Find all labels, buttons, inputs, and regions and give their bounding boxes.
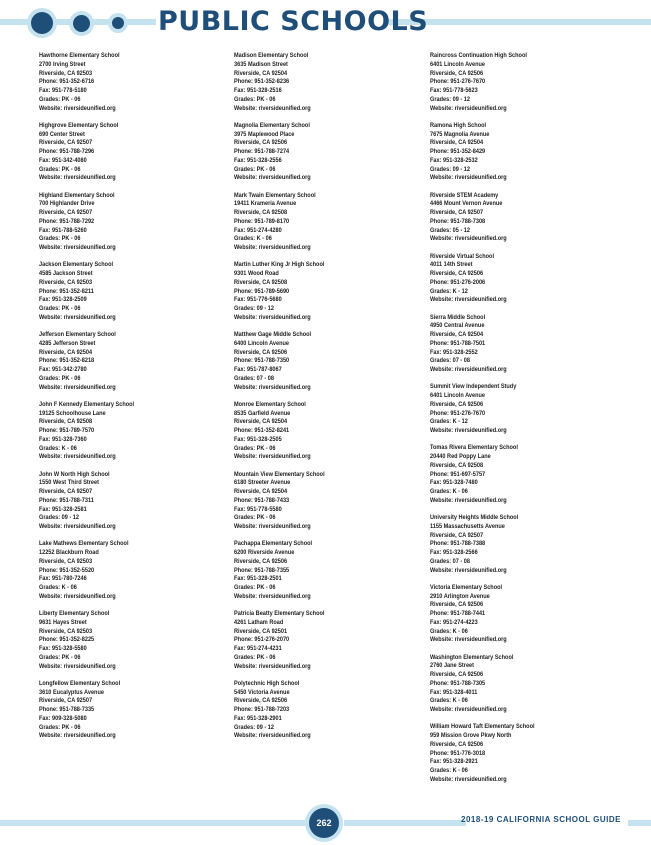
school-address: 9631 Hayes Street [39,618,87,626]
school-grades: Grades: PK - 06 [234,584,276,591]
school-grades: Grades: K - 12 [430,287,468,295]
school-entry [430,723,582,784]
school-name: Liberty Elementary School [39,610,110,617]
school-city: Riverside, CA 92506 [234,139,288,147]
school-phone: Phone: 951-276-2070 [234,636,290,644]
page-number: 262 [309,808,339,838]
school-name: Riverside STEM Academy [430,191,499,199]
school-address: 2910 Arlington Avenue [430,592,490,600]
school-phone: Phone: 951-352-8211 [39,287,94,295]
school-phone: Phone: 951-788-7296 [39,148,95,155]
school-city: Riverside, CA 92507 [430,531,484,539]
school-city: Riverside, CA 92508 [234,278,288,286]
school-fax: Fax: 951-787-8067 [234,366,282,373]
school-city: Riverside, CA 92506 [430,69,484,77]
school-column-3 [430,52,615,793]
school-phone: Phone: 951-352-8236 [234,78,290,86]
school-city: Riverside, CA 92506 [234,697,288,705]
school-name: Ramona High School [430,121,487,129]
school-city: Riverside, CA 92506 [234,348,288,356]
school-website[interactable]: Website: riversideunified.org [430,174,507,182]
school-city: Riverside, CA 92504 [430,331,484,338]
school-address: 7675 Magnolia Avenue [430,130,490,138]
school-name: Polytechnic High School [234,679,300,687]
school-grades: Grades: PK - 06 [39,305,81,312]
school-phone: Phone: 951-352-8218 [39,357,95,365]
school-name: Sierra Middle School [430,313,486,321]
footer-rule-right [628,820,651,826]
school-city: Riverside, CA 92504 [39,348,93,356]
school-phone: Phone: 951-788-7388 [430,540,486,548]
school-entry [39,540,191,601]
school-entry [430,52,582,113]
school-grades: Grades: K - 06 [430,767,468,774]
school-address: 19411 Krameria Avenue [234,200,297,208]
school-phone: Phone: 951-276-7670 [430,78,486,86]
school-address: 700 Highlander Drive [39,200,95,208]
school-phone: Phone: 951-788-7292 [39,217,95,225]
school-entry [234,401,386,462]
school-fax: Fax: 951-274-4223 [430,618,478,626]
school-grades: Grades: PK - 06 [234,95,276,103]
school-grades: Grades: K - 06 [430,697,468,705]
school-fax: Fax: 951-328-2921 [430,758,478,766]
header-dot-large [31,12,53,34]
school-website[interactable]: Website: riversideunified.org [430,775,507,783]
school-entry [39,122,191,183]
school-website[interactable]: Website: riversideunified.org [430,496,507,504]
school-phone: Phone: 951-789-7570 [39,427,95,434]
school-grades: Grades: 07 - 08 [430,557,470,565]
school-city: Riverside, CA 92504 [234,418,288,426]
school-name: Longfellow Elementary School [39,679,121,687]
page-title: PUBLIC SCHOOLS [158,6,429,37]
school-city: Riverside, CA 92507 [39,209,93,216]
school-name: Tomas Rivera Elementary School [430,444,518,452]
school-name: Raincross Continuation High School [430,52,527,59]
school-fax: Fax: 951-328-2566 [430,549,478,556]
school-fax: Fax: 909-328-5080 [39,714,87,722]
school-phone: Phone: 951-352-8429 [430,148,486,155]
school-city: Riverside, CA 92507 [430,209,484,216]
school-website[interactable]: Website: riversideunified.org [234,244,311,251]
school-city: Riverside, CA 92506 [430,601,484,609]
school-address: 3975 Maplewood Place [234,130,295,138]
school-entry [39,331,191,392]
school-grades: Grades: 09 - 12 [430,165,470,173]
school-fax: Fax: 951-328-2505 [234,435,282,443]
school-name: Monroe Elementary School [234,400,306,408]
school-fax: Fax: 951-274-4280 [234,226,282,234]
footer-rule-left [0,820,306,826]
school-address: 690 Center Street [39,130,85,138]
school-name: Washington Elementary School [430,653,514,661]
school-phone: Phone: 951-788-7305 [430,679,486,687]
school-fax: Fax: 951-778-5623 [430,87,478,94]
school-phone: Phone: 951-788-7274 [234,148,290,155]
school-website[interactable]: Website: riversideunified.org [39,313,116,321]
school-phone: Phone: 951-788-7311 [39,496,94,504]
school-city: Riverside, CA 92507 [39,697,93,705]
school-grades: Grades: PK - 06 [234,653,276,661]
school-address: 6200 Riverside Avenue [234,549,295,556]
school-grades: Grades: 09 - 12 [234,305,274,312]
school-grades: Grades: K - 06 [39,444,77,452]
school-phone: Phone: 951-788-7501 [430,339,486,347]
school-fax: Fax: 951-780-7246 [39,575,87,583]
school-entry [39,401,191,462]
school-name: John W North High School [39,470,110,478]
school-name: Mountain View Elementary School [234,470,325,478]
school-name: Martin Luther King Jr High School [234,261,325,269]
school-grades: Grades: PK - 06 [39,653,81,661]
school-address: 6180 Streeter Avenue [234,479,291,487]
school-name: Magnolia Elementary School [234,121,310,129]
school-phone: Phone: 951-276-2006 [430,278,486,286]
school-phone: Phone: 951-788-7350 [234,357,290,365]
school-grades: Grades: PK - 06 [39,165,81,173]
school-fax: Fax: 951-342-2780 [39,366,87,373]
school-entry [234,610,386,671]
school-website[interactable]: Website: riversideunified.org [234,313,311,321]
school-city: Riverside, CA 92506 [234,557,288,565]
school-address: 4011 14th Street [430,261,473,269]
school-city: Riverside, CA 92506 [430,270,484,277]
school-phone: Phone: 951-352-5520 [39,566,95,574]
school-website[interactable]: Website: riversideunified.org [430,366,507,373]
school-name: John F Kennedy Elementary School [39,400,135,408]
header-dot-medium [73,15,90,32]
school-fax: Fax: 951-328-7480 [430,479,478,487]
school-entry [234,471,386,532]
school-fax: Fax: 951-328-2501 [234,575,282,583]
school-website[interactable]: Website: riversideunified.org [234,592,311,600]
school-address: 5450 Victoria Avenue [234,688,290,696]
school-entry [39,471,191,532]
school-name: Hawthorne Elementary School [39,52,120,59]
school-website[interactable]: Website: riversideunified.org [234,662,311,670]
school-fax: Fax: 951-328-2901 [234,714,282,722]
school-entry [430,584,582,645]
school-website[interactable]: Website: riversideunified.org [430,566,507,574]
school-entry [234,540,386,601]
school-name: University Heights Middle School [430,514,519,521]
school-fax: Fax: 951-328-7360 [39,435,87,443]
school-fax: Fax: 951-788-5260 [39,226,87,234]
school-entry [430,514,582,575]
school-name: William Howard Taft Elementary School [430,723,535,731]
school-address: 8535 Garfield Avenue [234,409,291,417]
footer-rule-mid [344,820,466,826]
school-city: Riverside, CA 92504 [430,139,484,147]
school-phone: Phone: 951-788-7441 [430,610,486,617]
school-grades: Grades: 07 - 08 [234,374,274,382]
school-address: 6401 Lincoln Avenue [430,60,486,68]
school-website[interactable]: Website: riversideunified.org [430,235,507,243]
school-entry [234,52,386,113]
school-fax: Fax: 951-274-4231 [234,645,282,652]
school-address: 3610 Eucalyptus Avenue [39,688,104,696]
school-phone: Phone: 951-789-8170 [234,217,290,225]
school-grades: Grades: K - 12 [430,418,468,426]
school-website[interactable]: Website: riversideunified.org [39,383,116,391]
school-name: Highland Elementary School [39,191,115,199]
school-fax: Fax: 951-328-2516 [234,87,282,94]
school-grades: Grades: 05 - 12 [430,226,470,234]
school-address: 3635 Madison Street [234,60,288,68]
school-address: 6400 Lincoln Avenue [234,339,290,347]
school-entry [234,680,386,741]
school-city: Riverside, CA 92506 [430,400,484,408]
school-fax: Fax: 951-328-4011 [430,688,478,696]
school-entry [39,261,191,322]
school-website[interactable]: Website: riversideunified.org [234,174,311,182]
school-entry [39,192,191,253]
school-city: Riverside, CA 92506 [430,740,484,748]
school-name: Madison Elementary School [234,52,309,59]
school-grades: Grades: 09 - 12 [234,723,274,731]
school-entry [234,122,386,183]
school-city: Riverside, CA 92504 [234,488,288,495]
school-website[interactable]: Website: riversideunified.org [39,174,116,182]
school-entry [430,444,582,505]
school-address: 2760 Jane Street [430,662,474,670]
school-address: 19125 Schoolhouse Lane [39,409,106,417]
school-fax: Fax: 951-776-5680 [234,296,282,304]
school-address: 2700 Irving Street [39,60,86,68]
school-name: Summit View Independent Study [430,383,517,391]
school-city: Riverside, CA 92503 [39,69,93,77]
school-website[interactable]: Website: riversideunified.org [39,104,116,112]
school-address: 4466 Mount Vernon Avenue [430,200,503,208]
school-website[interactable]: Website: riversideunified.org [39,732,116,740]
school-grades: Grades: K - 06 [430,488,468,495]
school-name: Jefferson Elementary School [39,331,116,338]
school-website[interactable]: Website: riversideunified.org [39,523,116,530]
school-grades: Grades: K - 06 [39,584,77,591]
school-address: 12252 Blackburn Road [39,549,99,556]
school-phone: Phone: 951-789-5690 [234,287,290,295]
school-city: Riverside, CA 92503 [39,557,93,565]
school-name: Lake Mathews Elementary School [39,540,129,548]
school-column-1 [39,52,224,750]
school-phone: Phone: 951-788-7433 [234,496,290,504]
school-city: Riverside, CA 92501 [234,627,288,635]
school-entry [39,680,191,741]
school-address: 4285 Jefferson Street [39,339,96,347]
school-entry [430,383,582,436]
school-name: Victoria Elementary School [430,583,503,591]
school-grades: Grades: K - 06 [430,627,468,635]
school-grades: Grades: PK - 06 [234,165,276,173]
school-entry [234,192,386,253]
school-address: 4585 Jackson Street [39,270,93,277]
school-phone: Phone: 951-788-7355 [234,566,290,574]
school-phone: Phone: 951-352-6716 [39,78,95,86]
guide-title: 2018-19 CALIFORNIA SCHOOL GUIDE [461,815,621,824]
school-grades: Grades: PK - 06 [234,514,276,522]
school-column-2 [234,52,419,750]
school-website[interactable]: Website: riversideunified.org [234,383,311,391]
school-fax: Fax: 951-328-5580 [39,645,87,652]
school-phone: Phone: 951-697-5757 [430,470,486,478]
school-website[interactable]: Website: riversideunified.org [39,244,116,251]
school-grades: Grades: PK - 06 [39,374,81,382]
school-address: 20440 Red Poppy Lane [430,453,491,460]
school-city: Riverside, CA 92503 [39,627,93,635]
school-phone: Phone: 951-788-7335 [39,706,95,713]
school-fax: Fax: 951-328-2552 [430,348,478,356]
school-grades: Grades: 09 - 12 [430,95,470,103]
school-phone: Phone: 951-788-7308 [430,217,486,225]
school-entry [234,331,386,392]
school-city: Riverside, CA 92507 [39,488,93,495]
school-address: 6401 Lincoln Avenue [430,392,486,399]
school-city: Riverside, CA 92507 [39,139,93,147]
school-phone: Phone: 951-788-7203 [234,706,290,713]
school-entry [430,192,582,245]
school-grades: Grades: K - 06 [234,235,272,243]
school-name: Jackson Elementary School [39,261,114,269]
school-name: Patricia Beatty Elementary School [234,610,325,617]
school-address: 4261 Latham Road [234,618,284,626]
school-entry [430,122,582,183]
school-entry [430,253,582,306]
school-name: Mark Twain Elementary School [234,191,316,199]
school-address: 959 Mission Grove Pkwy North [430,732,512,739]
school-city: Riverside, CA 92506 [430,671,484,678]
school-fax: Fax: 951-328-2532 [430,156,478,164]
school-fax: Fax: 951-342-4080 [39,156,87,164]
school-city: Riverside, CA 92508 [39,418,93,426]
school-website[interactable]: Website: riversideunified.org [39,592,116,600]
school-grades: Grades: PK - 06 [234,444,276,452]
school-phone: Phone: 951-352-8225 [39,636,95,644]
school-name: Matthew Gage Middle School [234,331,312,338]
school-address: 1155 Massachusetts Avenue [430,522,505,530]
school-website[interactable]: Website: riversideunified.org [39,453,116,461]
school-phone: Phone: 951-276-7670 [430,409,486,417]
school-grades: Grades: PK - 06 [39,723,81,731]
school-fax: Fax: 951-778-5580 [234,505,282,513]
school-name: Highgrove Elementary School [39,121,119,129]
school-website[interactable]: Website: riversideunified.org [234,453,311,461]
school-city: Riverside, CA 92504 [234,69,288,77]
school-phone: Phone: 951-776-3018 [430,749,486,757]
school-website[interactable]: Website: riversideunified.org [430,296,507,304]
school-city: Riverside, CA 92503 [39,278,93,286]
school-website[interactable]: Website: riversideunified.org [39,662,116,670]
school-website[interactable]: Website: riversideunified.org [234,732,311,740]
school-website[interactable]: Website: riversideunified.org [430,104,507,112]
school-website[interactable]: Website: riversideunified.org [234,523,311,530]
school-entry [234,261,386,322]
school-website[interactable]: Website: riversideunified.org [430,427,507,434]
school-city: Riverside, CA 92508 [234,209,288,216]
school-entry [430,314,582,375]
school-address: 1550 West Third Street [39,479,99,487]
school-name: Riverside Virtual School [430,252,495,260]
school-grades: Grades: 07 - 08 [430,357,470,365]
header-dot-small [112,17,124,29]
school-website[interactable]: Website: riversideunified.org [430,706,507,713]
school-website[interactable]: Website: riversideunified.org [430,636,507,644]
school-website[interactable]: Website: riversideunified.org [234,104,311,112]
school-grades: Grades: PK - 06 [39,235,81,243]
school-entry [39,610,191,671]
school-fax: Fax: 951-328-2581 [39,505,87,513]
school-phone: Phone: 951-352-8241 [234,427,290,434]
school-grades: Grades: 09 - 12 [39,514,79,522]
school-entry [430,654,582,715]
school-name: Pachappa Elementary School [234,540,313,548]
school-address: 4950 Central Avenue [430,322,485,330]
school-address: 9301 Wood Road [234,270,279,277]
school-city: Riverside, CA 92508 [430,461,484,469]
school-fax: Fax: 951-328-2509 [39,296,87,304]
school-fax: Fax: 951-328-2556 [234,156,282,164]
school-fax: Fax: 951-778-5180 [39,87,87,94]
school-entry [39,52,191,113]
school-grades: Grades: PK - 06 [39,95,81,103]
